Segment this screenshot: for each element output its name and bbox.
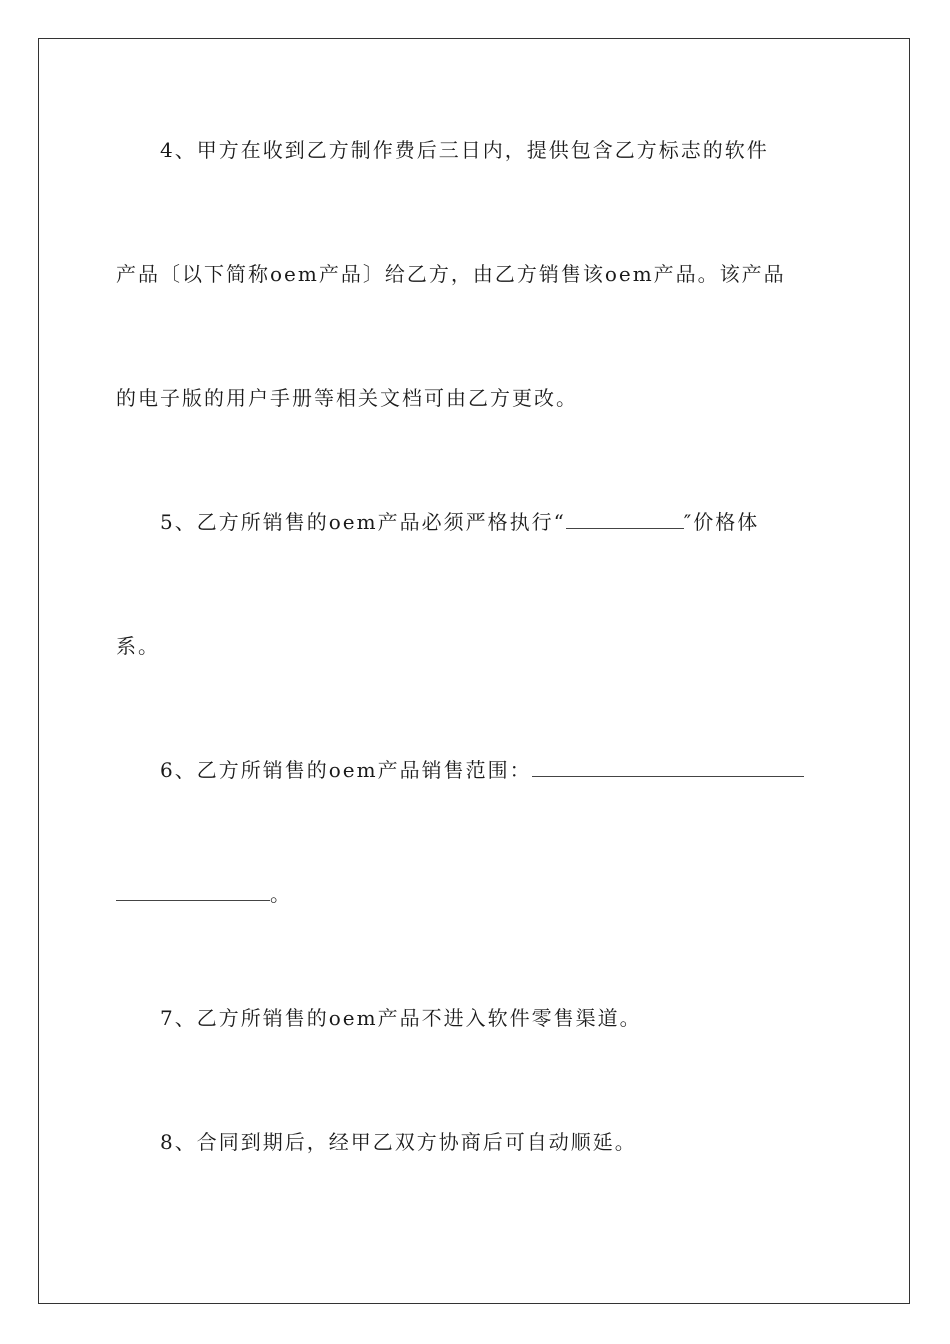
sales-scope-blank-1: [532, 758, 804, 777]
price-system-blank: [566, 510, 684, 529]
clause-6-text-after: 。: [270, 882, 292, 906]
clause-6-text-before: 6、乙方所销售的oem产品销售范围：: [160, 758, 532, 782]
clause-4-line-1: 4、甲方在收到乙方制作费后三日内，提供包含乙方标志的软件: [160, 138, 769, 162]
clause-6-line-2: [116, 880, 836, 908]
clause-5-text-before: 5、乙方所销售的oem产品必须严格执行“: [160, 510, 566, 534]
clause-5-text-after: ″价格体: [683, 510, 760, 534]
clause-7-line-1: 7、乙方所销售的oem产品不进入软件零售渠道。: [160, 1006, 642, 1030]
clause-8-line-1: 8、合同到期后，经甲乙双方协商后可自动顺延。: [160, 1130, 637, 1154]
clause-5-line-2: 系。: [116, 634, 160, 658]
clause-4-line-2: 产品〔以下简称oem产品〕给乙方，由乙方销售该oem产品。该产品: [116, 262, 786, 286]
clause-4-line-3: 的电子版的用户手册等相关文档可由乙方更改。: [116, 386, 578, 410]
clause-6-line-1: [160, 756, 836, 784]
sales-scope-blank-2: [116, 882, 270, 901]
page-frame: [38, 38, 910, 1304]
clause-5-line-1: [160, 508, 836, 536]
